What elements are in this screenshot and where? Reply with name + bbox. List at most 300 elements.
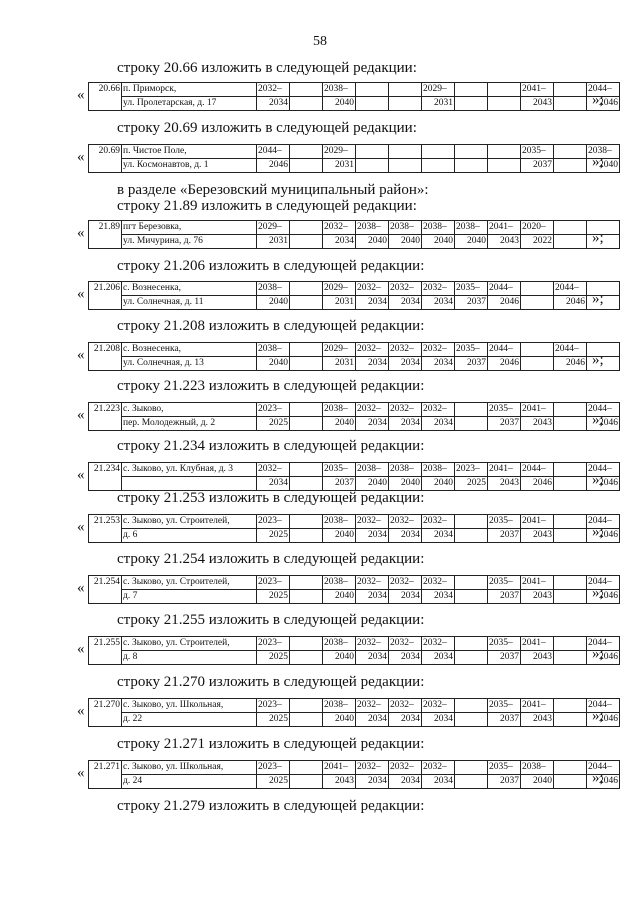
year-start-cell: 2044– (587, 463, 620, 477)
year-end-cell (290, 477, 323, 491)
year-start-cell: 2035– (323, 463, 356, 477)
section-heading: строку 21.253 изложить в следующей редакции: (117, 490, 425, 506)
year-start-cell: 2032– (422, 637, 455, 651)
year-end-cell: 2034 (422, 529, 455, 543)
year-end-cell: 2046 (554, 357, 587, 371)
quote-close: »; (592, 291, 604, 307)
year-end-cell: 2046 (488, 296, 521, 310)
year-start-cell: 2032– (422, 282, 455, 296)
edit-row (0, 342, 640, 370)
year-end-cell (290, 235, 323, 249)
year-start-cell (554, 761, 587, 775)
quote-close: »; (592, 708, 604, 724)
year-end-cell: 2046 (587, 713, 620, 727)
schedule-table (88, 402, 620, 431)
table-row (89, 145, 620, 159)
year-start-cell (290, 282, 323, 296)
year-start-cell (455, 83, 488, 97)
year-end-cell: 2034 (356, 713, 389, 727)
year-start-cell (455, 145, 488, 159)
year-start-cell: 2023– (455, 463, 488, 477)
quote-open: « (77, 87, 85, 103)
year-start-cell (554, 576, 587, 590)
address-line-1: п. Приморск, (122, 83, 257, 97)
table-row (89, 221, 620, 235)
year-end-cell (455, 417, 488, 431)
year-end-cell: 2037 (488, 713, 521, 727)
table-row (89, 761, 620, 775)
table-row (89, 529, 620, 543)
table-row (89, 515, 620, 529)
table-row (89, 713, 620, 727)
edit-row (0, 220, 640, 248)
year-end-cell (455, 713, 488, 727)
year-start-cell: 2044– (488, 343, 521, 357)
year-start-cell (455, 637, 488, 651)
quote-open: « (77, 347, 85, 363)
year-end-cell: 2034 (389, 713, 422, 727)
schedule-table (88, 760, 620, 789)
year-start-cell: 2041– (488, 463, 521, 477)
year-start-cell (290, 699, 323, 713)
year-end-cell: 2040 (323, 590, 356, 604)
schedule-table (88, 220, 620, 249)
year-start-cell: 2044– (554, 282, 587, 296)
year-end-cell: 2025 (257, 417, 290, 431)
address-line-1: с. Зыково, (122, 403, 257, 417)
year-start-cell: 2044– (521, 463, 554, 477)
year-start-cell: 2041– (521, 515, 554, 529)
table-row (89, 403, 620, 417)
year-start-cell: 2044– (587, 515, 620, 529)
address-line-1: с. Зыково, ул. Школьная, (122, 761, 257, 775)
schedule-table (88, 698, 620, 727)
year-start-cell (554, 145, 587, 159)
year-end-cell: 2046 (488, 357, 521, 371)
year-start-cell: 2038– (323, 515, 356, 529)
year-start-cell (290, 761, 323, 775)
year-end-cell: 2040 (323, 529, 356, 543)
year-end-cell: 2025 (455, 477, 488, 491)
year-end-cell (554, 235, 587, 249)
row-number: 21.253 (89, 515, 122, 543)
year-end-cell: 2037 (488, 590, 521, 604)
section-heading: строку 21.254 изложить в следующей редакции: (117, 551, 425, 567)
table-row (89, 159, 620, 173)
year-end-cell (290, 590, 323, 604)
year-start-cell (290, 145, 323, 159)
address-line-2 (122, 477, 257, 491)
quote-close: »; (592, 770, 604, 786)
year-start-cell: 2032– (356, 515, 389, 529)
year-start-cell (356, 145, 389, 159)
quote-close: »; (592, 92, 604, 108)
quote-open: « (77, 286, 85, 302)
year-end-cell: 2046 (587, 651, 620, 665)
address-line-1: пгт Березовка, (122, 221, 257, 235)
address-line-1: с. Зыково, ул. Строителей, (122, 515, 257, 529)
year-end-cell (554, 529, 587, 543)
year-start-cell: 2044– (488, 282, 521, 296)
year-start-cell: 2032– (422, 343, 455, 357)
table-row (89, 357, 620, 371)
year-start-cell (290, 463, 323, 477)
quote-close: »; (592, 646, 604, 662)
year-end-cell: 2040 (587, 159, 620, 173)
year-start-cell: 2038– (422, 463, 455, 477)
section-heading: строку 21.279 изложить в следующей редакции: (117, 798, 425, 814)
year-end-cell: 2040 (257, 296, 290, 310)
year-start-cell: 2023– (257, 761, 290, 775)
year-end-cell: 2034 (422, 590, 455, 604)
section-heading: в разделе «Березовский муниципальный район»: (117, 182, 429, 198)
row-number: 21.89 (89, 221, 122, 249)
year-end-cell (389, 159, 422, 173)
year-start-cell: 2035– (488, 637, 521, 651)
year-start-cell (488, 145, 521, 159)
table-row (89, 699, 620, 713)
page-number: 58 (313, 34, 327, 49)
year-start-cell: 2032– (389, 343, 422, 357)
quote-open: « (77, 580, 85, 596)
year-end-cell (521, 357, 554, 371)
quote-close: »; (592, 154, 604, 170)
year-start-cell: 2029– (257, 221, 290, 235)
year-start-cell: 2032– (389, 515, 422, 529)
year-end-cell: 2034 (356, 775, 389, 789)
address-line-2: д. 22 (122, 713, 257, 727)
year-end-cell (290, 357, 323, 371)
year-end-cell (554, 775, 587, 789)
table-row (89, 417, 620, 431)
year-end-cell: 2034 (422, 775, 455, 789)
year-start-cell: 2032– (356, 637, 389, 651)
year-start-cell: 2023– (257, 576, 290, 590)
table-row (89, 282, 620, 296)
year-end-cell (290, 97, 323, 111)
address-line-2: д. 7 (122, 590, 257, 604)
year-end-cell: 2040 (323, 97, 356, 111)
year-end-cell: 2034 (356, 590, 389, 604)
table-row (89, 83, 620, 97)
year-start-cell (422, 145, 455, 159)
year-end-cell: 2040 (422, 235, 455, 249)
schedule-table (88, 575, 620, 604)
year-start-cell: 2044– (587, 699, 620, 713)
row-number: 21.270 (89, 699, 122, 727)
year-end-cell (455, 529, 488, 543)
year-start-cell: 2032– (389, 403, 422, 417)
year-start-cell: 2032– (356, 343, 389, 357)
schedule-table (88, 636, 620, 665)
address-line-2: ул. Солнечная, д. 13 (122, 357, 257, 371)
section-heading: строку 21.208 изложить в следующей редакции: (117, 318, 425, 334)
year-start-cell: 2044– (554, 343, 587, 357)
year-start-cell (455, 403, 488, 417)
year-end-cell: 2037 (488, 417, 521, 431)
year-end-cell (389, 97, 422, 111)
quote-close: »; (592, 230, 604, 246)
year-end-cell: 2040 (323, 651, 356, 665)
year-end-cell: 2031 (323, 296, 356, 310)
row-number: 21.206 (89, 282, 122, 310)
year-start-cell: 2038– (323, 83, 356, 97)
year-end-cell (290, 713, 323, 727)
year-end-cell (554, 417, 587, 431)
edit-row (0, 636, 640, 664)
year-start-cell (554, 83, 587, 97)
year-end-cell (554, 477, 587, 491)
year-start-cell: 2041– (521, 403, 554, 417)
year-end-cell: 2034 (389, 590, 422, 604)
year-start-cell: 2038– (587, 145, 620, 159)
year-end-cell (554, 713, 587, 727)
year-start-cell: 2041– (521, 83, 554, 97)
year-end-cell (290, 296, 323, 310)
year-start-cell: 2035– (455, 343, 488, 357)
address-line-2: пер. Молодежный, д. 2 (122, 417, 257, 431)
year-start-cell: 2038– (389, 221, 422, 235)
section-heading: строку 21.271 изложить в следующей редакции: (117, 736, 425, 752)
year-end-cell: 2040 (521, 775, 554, 789)
schedule-table (88, 82, 620, 111)
year-end-cell: 2034 (356, 651, 389, 665)
year-start-cell: 2044– (587, 83, 620, 97)
year-end-cell: 2046 (587, 775, 620, 789)
year-end-cell (554, 590, 587, 604)
year-start-cell: 2041– (521, 699, 554, 713)
year-end-cell: 2043 (488, 235, 521, 249)
year-end-cell: 2034 (422, 417, 455, 431)
year-end-cell: 2040 (389, 235, 422, 249)
address-line-1: с. Вознесенка, (122, 343, 257, 357)
year-start-cell: 2032– (356, 576, 389, 590)
year-end-cell: 2046 (554, 296, 587, 310)
section-heading: строку 21.234 изложить в следующей редакции: (117, 438, 425, 454)
year-end-cell: 2037 (323, 477, 356, 491)
year-end-cell (290, 529, 323, 543)
year-start-cell: 2038– (422, 221, 455, 235)
quote-open: « (77, 149, 85, 165)
quote-close: »; (592, 585, 604, 601)
schedule-table (88, 144, 620, 173)
address-line-1: п. Чистое Поле, (122, 145, 257, 159)
table-row (89, 235, 620, 249)
year-end-cell: 2034 (356, 296, 389, 310)
year-start-cell (356, 83, 389, 97)
year-end-cell: 2031 (257, 235, 290, 249)
year-start-cell (389, 145, 422, 159)
year-end-cell (455, 775, 488, 789)
year-start-cell (290, 637, 323, 651)
year-start-cell: 2038– (257, 343, 290, 357)
section-heading: строку 21.270 изложить в следующей редакции: (117, 674, 425, 690)
year-start-cell (488, 83, 521, 97)
year-start-cell: 2020– (521, 221, 554, 235)
address-line-1: с. Зыково, ул. Строителей, (122, 576, 257, 590)
year-end-cell: 2025 (257, 529, 290, 543)
row-number: 21.271 (89, 761, 122, 789)
year-end-cell: 2037 (521, 159, 554, 173)
year-start-cell: 2032– (422, 515, 455, 529)
year-start-cell: 2041– (323, 761, 356, 775)
address-line-2: д. 6 (122, 529, 257, 543)
year-end-cell: 2040 (323, 713, 356, 727)
year-end-cell: 2034 (257, 97, 290, 111)
schedule-table (88, 462, 620, 491)
year-start-cell: 2032– (323, 221, 356, 235)
edit-row (0, 698, 640, 726)
year-end-cell (290, 651, 323, 665)
edit-row (0, 575, 640, 603)
year-start-cell (290, 343, 323, 357)
year-start-cell (290, 403, 323, 417)
row-number: 21.208 (89, 343, 122, 371)
year-start-cell (455, 515, 488, 529)
year-start-cell (554, 637, 587, 651)
year-start-cell (521, 343, 554, 357)
edit-row (0, 281, 640, 309)
year-start-cell: 2044– (587, 403, 620, 417)
year-end-cell: 2037 (455, 357, 488, 371)
year-start-cell: 2029– (422, 83, 455, 97)
year-start-cell: 2032– (422, 576, 455, 590)
year-end-cell (455, 97, 488, 111)
quote-close: »; (592, 412, 604, 428)
year-end-cell: 2040 (323, 417, 356, 431)
year-end-cell (356, 159, 389, 173)
year-start-cell: 2044– (257, 145, 290, 159)
year-end-cell: 2034 (356, 357, 389, 371)
year-end-cell: 2046 (587, 477, 620, 491)
quote-open: « (77, 641, 85, 657)
year-end-cell: 2025 (257, 775, 290, 789)
year-start-cell (554, 515, 587, 529)
year-end-cell: 2034 (389, 296, 422, 310)
year-start-cell: 2035– (521, 145, 554, 159)
year-start-cell: 2035– (488, 576, 521, 590)
row-number: 20.66 (89, 83, 122, 111)
year-start-cell: 2044– (587, 761, 620, 775)
year-end-cell: 2043 (521, 590, 554, 604)
year-start-cell: 2038– (521, 761, 554, 775)
year-end-cell: 2037 (488, 775, 521, 789)
quote-open: « (77, 703, 85, 719)
year-start-cell: 2032– (389, 576, 422, 590)
year-end-cell: 2046 (587, 97, 620, 111)
year-start-cell: 2041– (521, 637, 554, 651)
table-row (89, 576, 620, 590)
year-end-cell: 2034 (389, 357, 422, 371)
row-number: 21.234 (89, 463, 122, 491)
year-start-cell: 2032– (356, 282, 389, 296)
year-start-cell (554, 463, 587, 477)
address-line-1: с. Зыково, ул. Клубная, д. 3 (122, 463, 257, 477)
year-end-cell: 2034 (389, 651, 422, 665)
year-start-cell (521, 282, 554, 296)
row-number: 21.254 (89, 576, 122, 604)
year-end-cell (455, 159, 488, 173)
year-start-cell: 2035– (488, 761, 521, 775)
table-row (89, 477, 620, 491)
year-end-cell: 2046 (521, 477, 554, 491)
schedule-table (88, 342, 620, 371)
year-start-cell: 2032– (389, 761, 422, 775)
year-start-cell: 2032– (356, 761, 389, 775)
year-start-cell: 2032– (389, 282, 422, 296)
year-start-cell: 2041– (521, 576, 554, 590)
year-end-cell: 2037 (488, 651, 521, 665)
year-start-cell (554, 221, 587, 235)
edit-row (0, 514, 640, 542)
address-line-2: д. 24 (122, 775, 257, 789)
year-end-cell: 2031 (323, 159, 356, 173)
year-end-cell: 2046 (587, 529, 620, 543)
quote-open: « (77, 467, 85, 483)
year-start-cell: 2038– (323, 637, 356, 651)
year-start-cell: 2044– (587, 576, 620, 590)
year-end-cell: 2043 (521, 417, 554, 431)
year-end-cell: 2034 (422, 651, 455, 665)
table-row (89, 590, 620, 604)
year-end-cell: 2022 (521, 235, 554, 249)
year-end-cell: 2043 (521, 529, 554, 543)
year-start-cell: 2032– (422, 403, 455, 417)
year-start-cell: 2038– (356, 463, 389, 477)
year-start-cell (290, 221, 323, 235)
year-end-cell: 2040 (422, 477, 455, 491)
schedule-table (88, 514, 620, 543)
year-end-cell: 2040 (356, 477, 389, 491)
year-end-cell: 2034 (389, 417, 422, 431)
year-end-cell: 2034 (257, 477, 290, 491)
year-start-cell: 2038– (455, 221, 488, 235)
year-end-cell (290, 417, 323, 431)
year-start-cell (554, 699, 587, 713)
year-start-cell: 2038– (389, 463, 422, 477)
year-start-cell: 2029– (323, 145, 356, 159)
year-start-cell: 2029– (323, 343, 356, 357)
year-end-cell (488, 97, 521, 111)
quote-close: »; (592, 472, 604, 488)
year-end-cell (488, 159, 521, 173)
section-heading: строку 20.69 изложить в следующей редакции: (117, 120, 417, 136)
row-number: 21.223 (89, 403, 122, 431)
year-start-cell: 2032– (389, 699, 422, 713)
year-start-cell: 2038– (356, 221, 389, 235)
year-start-cell: 2032– (257, 83, 290, 97)
year-start-cell (455, 761, 488, 775)
year-start-cell: 2035– (488, 403, 521, 417)
year-end-cell (455, 590, 488, 604)
edit-row (0, 144, 640, 172)
year-end-cell: 2031 (422, 97, 455, 111)
table-row (89, 775, 620, 789)
quote-open: « (77, 225, 85, 241)
quote-open: « (77, 765, 85, 781)
year-end-cell: 2040 (389, 477, 422, 491)
year-end-cell: 2034 (389, 775, 422, 789)
year-start-cell: 2032– (356, 699, 389, 713)
year-end-cell (554, 97, 587, 111)
year-end-cell: 2037 (488, 529, 521, 543)
address-line-2: ул. Мичурина, д. 76 (122, 235, 257, 249)
year-start-cell: 2023– (257, 637, 290, 651)
year-start-cell: 2023– (257, 515, 290, 529)
year-end-cell: 2034 (422, 296, 455, 310)
table-row (89, 97, 620, 111)
year-start-cell (290, 515, 323, 529)
